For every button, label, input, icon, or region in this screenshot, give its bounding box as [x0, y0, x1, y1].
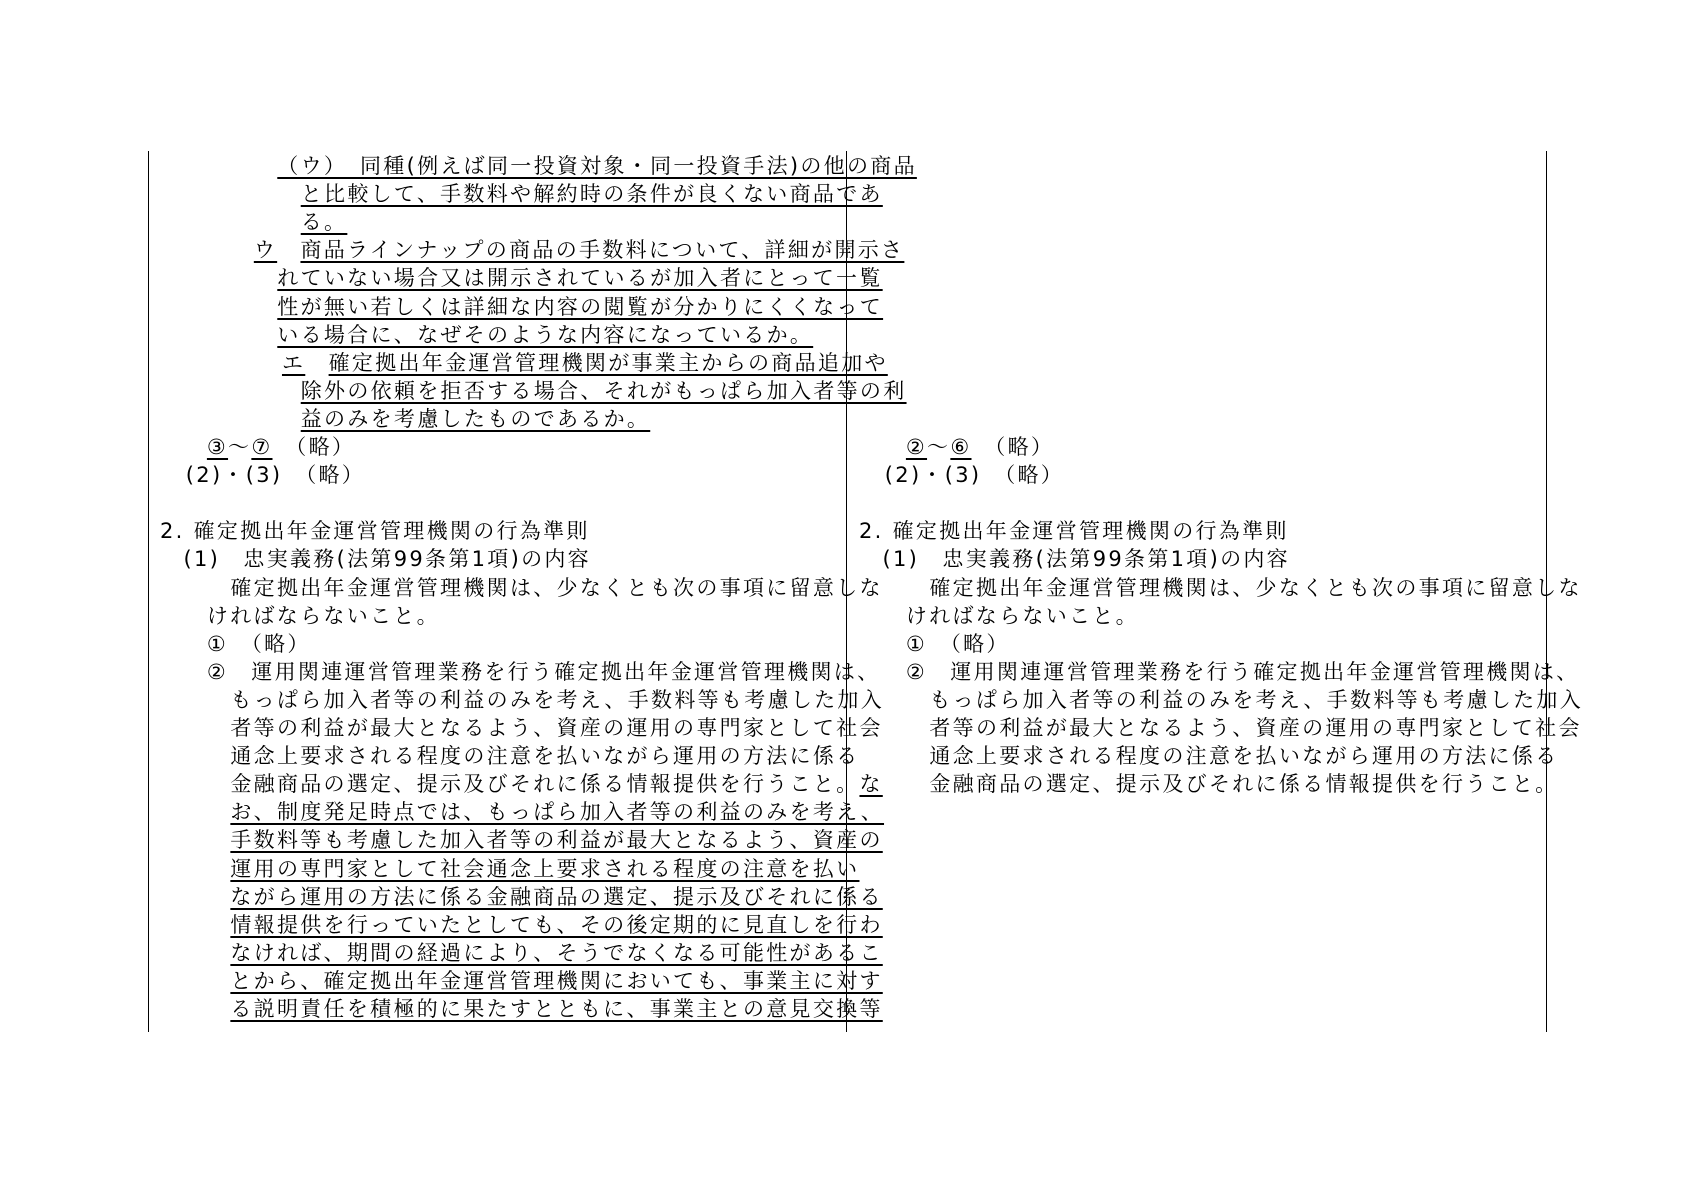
text-line — [207, 602, 440, 630]
underlined-text: お、制度発足時点では、もっぱら加入者等の利益のみを考え、 — [230, 800, 885, 825]
text-line — [277, 152, 917, 180]
underlined-text: 除外の依頼を拒否する場合、それがもっぱら加入者等の利 — [300, 378, 907, 403]
text-segment: （略） — [971, 435, 1055, 459]
text-segment: 通念上要求される程度の注意を払いながら運用の方法に係る — [230, 744, 860, 769]
text-line — [254, 236, 905, 264]
text-line — [230, 686, 884, 714]
text-segment: もっぱら加入者等の利益のみを考え、手数料等も考慮した加入 — [230, 687, 885, 712]
text-segment: 確定拠出年金運営管理機関は、少なくとも次の事項に留意しな — [230, 575, 883, 600]
text-line — [230, 574, 882, 602]
text-segment: 2. 確定拠出年金運営管理機関の行為準則 — [160, 519, 590, 544]
text-segment: (1) 忠実義務(法第99条第1項)の内容 — [882, 547, 1290, 572]
text-segment: (2)・(3) （略） — [185, 463, 366, 488]
text-line — [277, 321, 813, 349]
underlined-text: とから、確定拠出年金運営管理機関においても、事業主に対す — [230, 968, 883, 993]
underlined-text: 手数料等も考慮した加入者等の利益が最大となるよう、資産の — [230, 828, 883, 853]
text-line — [282, 349, 888, 377]
text-segment: 者等の利益が最大となるよう、資産の運用の専門家として社会 — [230, 716, 883, 740]
underlined-text: いる場合に、なぜそのような内容になっているか。 — [277, 322, 814, 347]
underlined-text: （ウ） 同種(例えば同一投資対象・同一投資手法)の他の商品 — [277, 154, 917, 178]
underlined-text: 運用の専門家として社会通念上要求される程度の注意を払い — [230, 856, 860, 881]
underlined-text: な — [859, 772, 883, 797]
underlined-text: ながら運用の方法に係る金融商品の選定、提示及びそれに係る — [230, 884, 883, 909]
underlined-text: なければ、期間の経過により、そうでなくなる可能性があるこ — [230, 940, 883, 965]
text-line — [859, 517, 1289, 545]
text-line — [230, 770, 882, 798]
text-segment: 金融商品の選定、提示及びそれに係る情報提供を行うこと。 — [230, 772, 860, 797]
text-segment: ② 運用関連運営管理業務を行う確定拠出年金運営管理機関は、 — [905, 659, 1580, 684]
text-segment: 通念上要求される程度の注意を払いながら運用の方法に係る — [929, 744, 1559, 769]
underlined-text: る。 — [300, 210, 348, 235]
underlined-text: ③ — [206, 435, 229, 459]
underlined-text: 性が無い若しくは詳細な内容の閲覧が分かりにくくなって — [277, 294, 884, 319]
text-line — [301, 208, 348, 236]
text-segment: 金融商品の選定、提示及びそれに係る情報提供を行うこと。 — [929, 772, 1559, 797]
text-line — [230, 883, 882, 911]
text-line — [929, 574, 1581, 602]
text-line — [183, 545, 591, 573]
text-line — [929, 770, 1558, 798]
text-segment: ① （略） — [905, 631, 1010, 656]
text-segment: （略） — [272, 435, 356, 459]
text-line — [230, 911, 882, 939]
text-line — [230, 714, 882, 742]
underlined-text: 確定拠出年金運営管理機関が事業主からの商品追加や — [328, 350, 888, 375]
text-segment: ② 運用関連運営管理業務を行う確定拠出年金運営管理機関は、 — [206, 659, 881, 684]
text-segment: 確定拠出年金運営管理機関は、少なくとも次の事項に留意しな — [929, 575, 1582, 600]
text-line — [230, 798, 884, 826]
text-line — [301, 405, 651, 433]
text-line — [906, 630, 1010, 658]
underlined-text: 情報提供を行っていたとしても、その後定期的に見直しを行わ — [230, 912, 883, 937]
text-segment: ければならないこと。 — [206, 603, 440, 628]
text-line — [301, 180, 883, 208]
text-line — [906, 658, 1580, 686]
underlined-text: ⑦ — [251, 435, 273, 459]
text-line — [207, 433, 355, 461]
text-line — [277, 293, 883, 321]
text-line — [929, 714, 1581, 742]
underlined-text: ② — [905, 435, 928, 459]
underlined-text: れていない場合又は開示されているが加入者にとって一覧 — [277, 266, 883, 291]
text-segment — [277, 238, 300, 262]
text-segment: ① （略） — [206, 631, 311, 656]
text-line — [885, 461, 1064, 489]
text-line — [906, 602, 1139, 630]
underlined-text: ウ — [253, 238, 278, 263]
left-border — [148, 151, 149, 1032]
text-segment: 者等の利益が最大となるよう、資産の運用の専門家として社会 — [929, 716, 1582, 740]
text-line — [230, 939, 882, 967]
text-line — [301, 377, 907, 405]
underlined-text: る説明責任を積極的に果たすとともに、事業主との意見交換等 — [230, 997, 883, 1021]
text-line — [160, 517, 590, 545]
text-line — [929, 686, 1583, 714]
text-segment: ～ — [228, 435, 252, 459]
text-line — [882, 545, 1290, 573]
text-segment: ければならないこと。 — [905, 603, 1139, 628]
underlined-text: エ — [281, 350, 306, 375]
text-line — [230, 967, 882, 995]
text-segment: (1) 忠実義務(法第99条第1項)の内容 — [183, 547, 591, 572]
text-segment: 2. 確定拠出年金運営管理機関の行為準則 — [859, 519, 1289, 544]
text-line — [230, 826, 882, 854]
underlined-text: 益のみを考慮したものであるか。 — [300, 406, 651, 431]
text-line — [230, 995, 882, 1023]
underlined-text: 商品ラインナップの商品の手数料について、詳細が開示さ — [300, 238, 905, 263]
text-line — [186, 461, 365, 489]
text-segment — [305, 351, 328, 375]
text-line — [230, 855, 859, 883]
text-line — [277, 264, 882, 292]
text-line — [207, 658, 881, 686]
underlined-text: ⑥ — [950, 435, 972, 459]
text-line — [929, 742, 1558, 770]
text-segment: ～ — [927, 435, 951, 459]
text-line — [230, 742, 859, 770]
text-segment: もっぱら加入者等の利益のみを考え、手数料等も考慮した加入 — [929, 687, 1584, 712]
text-segment: (2)・(3) （略） — [884, 463, 1065, 488]
text-line — [207, 630, 311, 658]
text-line — [906, 433, 1054, 461]
underlined-text: と比較して、手数料や解約時の条件が良くない商品であ — [300, 182, 883, 207]
